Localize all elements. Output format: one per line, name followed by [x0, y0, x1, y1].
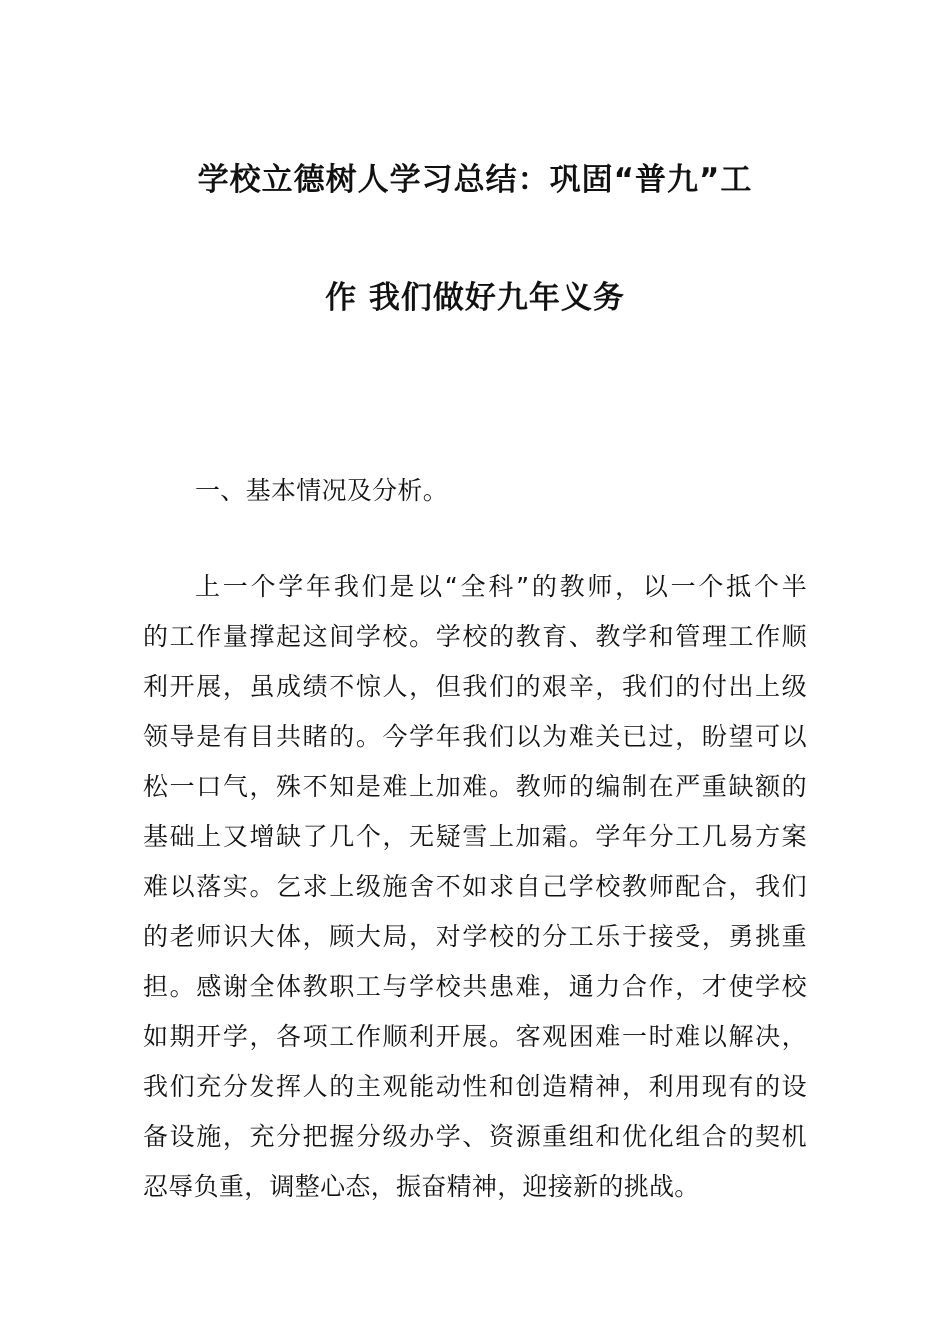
- paragraph-line: 如期开学，各项工作顺利开展。客观困难一时难以解决，: [143, 1022, 807, 1051]
- paragraph-line: 的工作量撑起这间学校。学校的教育、教学和管理工作顺: [143, 622, 807, 651]
- paragraph-line: 松一口气，殊不知是难上加难。教师的编制在严重缺额的: [143, 772, 807, 801]
- document-title-line-1: 学校立德树人学习总结：巩固“普九”工: [197, 162, 753, 198]
- paragraph-line: 的老师识大体，顾大局，对学校的分工乐于接受，勇挑重: [143, 922, 807, 951]
- document-title-line-2: 作 我们做好九年义务: [325, 280, 625, 316]
- paragraph-line: 领导是有目共睹的。今学年我们以为难关已过，盼望可以: [143, 722, 807, 751]
- paragraph-line: 忍辱负重，调整心态，振奋精神，迎接新的挑战。: [143, 1172, 700, 1201]
- paragraph-line: 利开展，虽成绩不惊人，但我们的艰辛，我们的付出上级: [143, 672, 807, 701]
- paragraph-line: 备设施，充分把握分级办学、资源重组和优化组合的契机: [143, 1122, 807, 1151]
- paragraph-line: 我们充分发挥人的主观能动性和创造精神，利用现有的设: [143, 1072, 807, 1101]
- paragraph-line: 上一个学年我们是以“全科”的教师，以一个抵个半: [195, 572, 807, 601]
- section-heading: 一、基本情况及分析。: [195, 476, 449, 505]
- body-paragraph: [143, 562, 807, 1212]
- paragraph-line: 难以落实。乞求上级施舍不如求自己学校教师配合，我们: [143, 872, 807, 901]
- paragraph-line: 担。感谢全体教职工与学校共患难，通力合作，才使学校: [143, 972, 807, 1001]
- paragraph-line: 基础上又增缺了几个，无疑雪上加霜。学年分工几易方案: [143, 822, 807, 851]
